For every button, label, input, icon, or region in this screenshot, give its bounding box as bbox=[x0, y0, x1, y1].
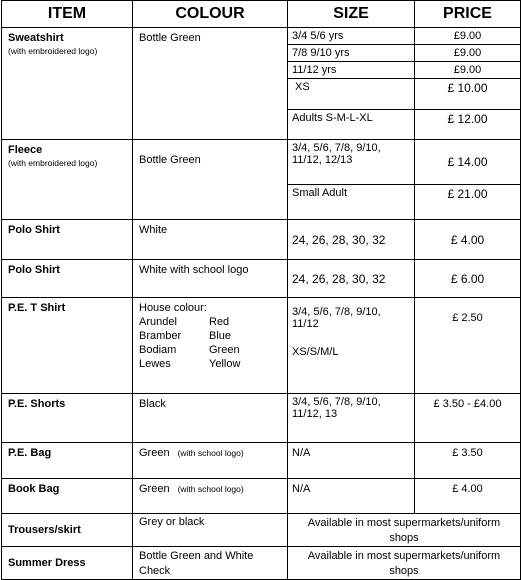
price-cell: £ 10.00 bbox=[415, 79, 521, 110]
item-name: Polo Shirt bbox=[8, 264, 60, 276]
price-cell: £9.00 bbox=[415, 28, 521, 45]
size-cell: 24, 26, 28, 30, 32 bbox=[288, 220, 415, 260]
price-cell: £ 14.00 bbox=[415, 140, 521, 185]
table-row bbox=[2, 260, 521, 298]
table-row bbox=[2, 220, 521, 260]
table-row bbox=[2, 443, 521, 479]
colour-note: (with school logo) bbox=[177, 448, 244, 458]
table-row bbox=[2, 28, 521, 45]
header-colour: COLOUR bbox=[133, 1, 288, 28]
colour-cell: Bottle Green bbox=[133, 28, 288, 140]
colour-cell: Grey or black bbox=[133, 514, 288, 547]
table-row bbox=[2, 479, 521, 514]
size-cell: N/A bbox=[288, 479, 415, 514]
table-row bbox=[2, 514, 521, 547]
price-cell: £ 4.00 bbox=[415, 220, 521, 260]
house-colour: Yellow bbox=[209, 358, 241, 370]
price-cell: £9.00 bbox=[415, 62, 521, 79]
colour-cell: White with school logo bbox=[133, 260, 288, 298]
house-colour-label: House colour: bbox=[139, 302, 207, 314]
item-name: P.E. Bag bbox=[8, 447, 52, 459]
size-cell: Adults S-M-L-XL bbox=[288, 110, 415, 140]
size-adults: XS/S/M/L bbox=[292, 346, 339, 358]
colour-cell: Bottle Green and White Check bbox=[133, 547, 288, 580]
size-cell: N/A bbox=[288, 443, 415, 479]
item-name: Sweatshirt bbox=[8, 32, 64, 44]
item-cell bbox=[2, 394, 133, 443]
size-cell: Small Adult bbox=[288, 185, 415, 220]
availability-cell: Available in most supermarkets/uniform shops bbox=[288, 514, 521, 547]
table-row bbox=[2, 394, 521, 443]
price-cell: £ 3.50 bbox=[415, 443, 521, 479]
price-cell: £ 12.00 bbox=[415, 110, 521, 140]
table-row bbox=[2, 140, 521, 185]
size-cell: 3/4, 5/6, 7/8, 9/10, 11/12, 13 bbox=[288, 394, 415, 443]
item-cell bbox=[2, 220, 133, 260]
house-name: Lewes bbox=[139, 358, 171, 370]
colour-cell: White bbox=[133, 220, 288, 260]
price-cell: £ 2.50 bbox=[415, 298, 521, 394]
colour-cell bbox=[133, 298, 288, 394]
size-cell: 3/4, 5/6, 7/8, 9/10, 11/12, 12/13 bbox=[288, 140, 415, 185]
house-colour: Blue bbox=[209, 330, 232, 342]
item-cell bbox=[2, 28, 133, 140]
item-cell bbox=[2, 298, 133, 394]
size-cell: 7/8 9/10 yrs bbox=[288, 45, 415, 62]
size-children: 3/4, 5/6, 7/8, 9/10, 11/12 bbox=[292, 306, 381, 330]
item-cell bbox=[2, 479, 133, 514]
table-row bbox=[2, 547, 521, 580]
colour-name: Green bbox=[139, 483, 170, 495]
price-cell: £9.00 bbox=[415, 45, 521, 62]
house-colour: Red bbox=[209, 316, 230, 328]
availability-cell: Available in most supermarkets/uniform shops bbox=[288, 547, 521, 580]
header-item: ITEM bbox=[2, 1, 133, 28]
item-cell bbox=[2, 443, 133, 479]
item-cell bbox=[2, 547, 133, 580]
colour-cell bbox=[133, 443, 288, 479]
colour-cell: Black bbox=[133, 394, 288, 443]
price-cell: £ 21.00 bbox=[415, 185, 521, 220]
item-name: Summer Dress bbox=[8, 557, 86, 569]
colour-name: Green bbox=[139, 447, 170, 459]
house-colour-list bbox=[139, 316, 283, 370]
colour-cell bbox=[133, 479, 288, 514]
header-price: PRICE bbox=[415, 1, 521, 28]
size-cell: 3/4 5/6 yrs bbox=[288, 28, 415, 45]
item-cell bbox=[2, 260, 133, 298]
header-size: SIZE bbox=[288, 1, 415, 28]
item-note: (with embroidered logo) bbox=[8, 46, 98, 56]
item-cell bbox=[2, 140, 133, 220]
size-cell: 11/12 yrs bbox=[288, 62, 415, 79]
colour-note: (with school logo) bbox=[177, 484, 244, 494]
size-cell: XS bbox=[288, 79, 415, 110]
price-cell: £ 3.50 - £4.00 bbox=[415, 394, 521, 443]
item-name: P.E. T Shirt bbox=[8, 302, 66, 314]
item-name: Polo Shirt bbox=[8, 224, 60, 236]
house-colour: Green bbox=[209, 344, 240, 356]
house-name: Bodiam bbox=[139, 344, 177, 356]
item-name: Book Bag bbox=[8, 483, 60, 495]
price-cell: £ 4.00 bbox=[415, 479, 521, 514]
header-row bbox=[2, 1, 521, 28]
colour-cell: Bottle Green bbox=[133, 140, 288, 220]
item-cell bbox=[2, 514, 133, 547]
table-row bbox=[2, 298, 521, 394]
item-name: P.E. Shorts bbox=[8, 398, 66, 410]
item-note: (with embroidered logo) bbox=[8, 158, 98, 168]
price-cell: £ 6.00 bbox=[415, 260, 521, 298]
house-name: Bramber bbox=[139, 330, 182, 342]
size-cell bbox=[288, 298, 415, 394]
item-name: Trousers/skirt bbox=[8, 524, 81, 536]
uniform-price-table bbox=[1, 0, 521, 580]
house-name: Arundel bbox=[139, 316, 177, 328]
item-name: Fleece bbox=[8, 144, 43, 156]
size-cell: 24, 26, 28, 30, 32 bbox=[288, 260, 415, 298]
